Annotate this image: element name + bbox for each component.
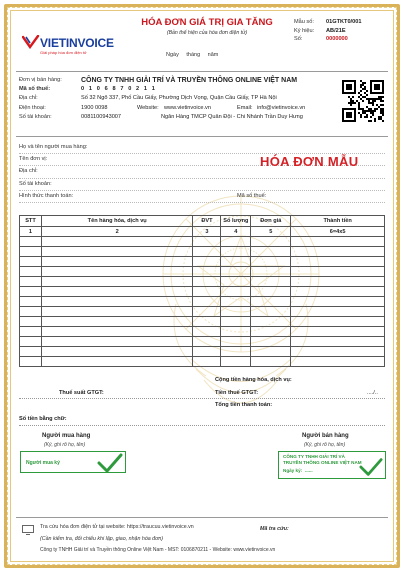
invoice-content [16, 14, 388, 558]
table-cell [251, 267, 291, 277]
buyer-account-row [19, 179, 385, 191]
table-cell [291, 347, 385, 357]
seller-bank: Ngân Hàng TMCP Quân Đội - Chi Nhánh Trần Duy Hưng [161, 113, 303, 120]
table-cell [20, 327, 42, 337]
seller-stamp-line2: TRUYỀN THÔNG ONLINE VIỆT NAM [283, 460, 362, 465]
seller-tax-row [19, 85, 339, 94]
table-cell [291, 327, 385, 337]
seller-tax-code: 0 1 0 6 8 7 0 2 1 1 [81, 86, 157, 93]
header-divider [16, 71, 388, 72]
seller-website[interactable]: www.vietinvoice.vn [164, 104, 211, 111]
table-cell [291, 337, 385, 347]
table-cell [291, 267, 385, 277]
buyer-name-row [19, 142, 385, 154]
table-row [20, 317, 385, 327]
table-cell [251, 237, 291, 247]
logo-slogan: Giải pháp hóa đơn điện tử [40, 50, 87, 55]
monitor-icon [22, 525, 34, 535]
logo-text: VIETINVOICE [40, 36, 114, 50]
table-cell [221, 307, 251, 317]
footer-company-info: Công ty TNHH Giải trí và Truyền thông Online Việt Nam - MST: 0106870211 - Website: www.vietinvoice.vn [40, 547, 276, 553]
date-month-label: tháng [186, 52, 201, 58]
vat-rate-label: Thuế suất GTGT: [59, 390, 104, 396]
col-header-unit-price: Đơn giá [251, 216, 291, 227]
buyer-stamp-text: Người mua ký [26, 460, 60, 466]
seller-address-row [19, 94, 339, 103]
table-cell [20, 257, 42, 267]
table-cell [221, 357, 251, 367]
seller-signature-title: Người bán hàng [302, 433, 349, 439]
buyer-account-label: Số tài khoản: [19, 180, 52, 187]
col-header-amount: Thành tiền [291, 216, 385, 227]
amount-words-label: Số tiền bằng chữ: [19, 416, 67, 422]
seller-divider [16, 136, 388, 137]
seller-website-label: Website: [137, 104, 159, 111]
table-cell [221, 267, 251, 277]
table-cell [221, 337, 251, 347]
table-cell [193, 287, 221, 297]
table-cell [193, 307, 221, 317]
table-cell [291, 277, 385, 287]
buyer-payment-label: Hình thức thanh toán: [19, 192, 74, 199]
lookup-code-label: Mã tra cứu: [260, 526, 289, 532]
date-day-label: Ngày [166, 52, 179, 58]
table-cell [193, 327, 221, 337]
footer-divider [16, 517, 388, 518]
table-cell [41, 297, 193, 307]
table-cell [251, 297, 291, 307]
buyer-address-label: Địa chỉ: [19, 168, 38, 175]
col-header-item-name: Tên hàng hóa, dịch vụ [41, 216, 193, 227]
table-row [20, 347, 385, 357]
table-cell [221, 317, 251, 327]
table-cell [193, 297, 221, 307]
number-label: Số: [294, 36, 303, 43]
table-cell [41, 327, 193, 337]
table-cell [221, 257, 251, 267]
check-mark-icon [359, 457, 383, 477]
invoice-date [166, 52, 224, 58]
table-cell [221, 237, 251, 247]
buyer-signature-stamp [20, 451, 126, 473]
seller-phone-label: Điện thoại: [19, 104, 46, 111]
check-mark-icon [97, 453, 123, 473]
index-cell: 4 [221, 227, 251, 237]
index-cell: 6=4x5 [291, 227, 385, 237]
vat-amount-label: Tiền thuế GTGT: [215, 390, 259, 396]
seller-unit-label: Đơn vị bán hàng: [19, 77, 62, 83]
table-cell [251, 307, 291, 317]
vat-fraction: ..../.. [367, 390, 378, 396]
symbol-label: Ký hiệu: [294, 27, 315, 34]
number-value: 0000000 [326, 36, 348, 43]
table-index-row [20, 227, 385, 237]
invoice-number-row [294, 35, 361, 44]
table-cell [193, 237, 221, 247]
amount-in-words [19, 416, 385, 426]
seller-address-label: Địa chỉ: [19, 95, 38, 102]
seller-account-number: 0081100943007 [81, 113, 122, 120]
table-cell [20, 297, 42, 307]
table-cell [193, 267, 221, 277]
table-cell [20, 307, 42, 317]
buyer-name-label: Họ và tên người mua hàng: [19, 144, 88, 150]
table-cell [193, 347, 221, 357]
table-cell [251, 357, 291, 367]
table-cell [221, 247, 251, 257]
index-cell: 2 [41, 227, 193, 237]
index-cell: 5 [251, 227, 291, 237]
table-cell [193, 337, 221, 347]
seller-phone: 1900 0098 [81, 104, 108, 111]
table-cell [251, 327, 291, 337]
items-table [19, 215, 385, 367]
col-header-quantity: Số lượng [221, 216, 251, 227]
table-cell [41, 277, 193, 287]
lookup-text: Tra cứu hóa đơn điện tử tại website: https://traucuu.vietinvoice.vn [40, 524, 194, 530]
table-row [20, 267, 385, 277]
table-cell [41, 347, 193, 357]
vietinvoice-logo [22, 34, 112, 60]
table-cell [193, 257, 221, 267]
table-cell [251, 347, 291, 357]
table-cell [41, 307, 193, 317]
table-cell [20, 277, 42, 287]
table-cell [221, 287, 251, 297]
lookup-note: (Cần kiểm tra, đối chiếu khi lập, giao, nhận hóa đơn) [40, 536, 164, 542]
sample-invoice-label: HÓA ĐƠN MẪU [260, 154, 359, 169]
table-cell [291, 307, 385, 317]
table-row [20, 307, 385, 317]
form-label: Mẫu số: [294, 19, 314, 25]
table-cell [41, 357, 193, 367]
table-cell [20, 347, 42, 357]
form-number-row [294, 18, 361, 27]
table-cell [193, 317, 221, 327]
table-row [20, 337, 385, 347]
seller-signature-note: (Ký, ghi rõ họ, tên) [304, 442, 346, 448]
table-cell [291, 297, 385, 307]
index-cell: 3 [193, 227, 221, 237]
table-row [20, 237, 385, 247]
table-cell [193, 277, 221, 287]
buyer-signature-note: (Ký, ghi rõ họ, tên) [44, 442, 86, 448]
table-cell [251, 317, 291, 327]
invoice-meta [294, 18, 361, 44]
table-cell [221, 297, 251, 307]
table-cell [41, 267, 193, 277]
table-cell [41, 237, 193, 247]
table-cell [193, 357, 221, 367]
table-cell [251, 337, 291, 347]
seller-tax-label: Mã số thuế: [19, 86, 51, 93]
seller-company-name: CÔNG TY TNHH GIẢI TRÍ VÀ TRUYỀN THÔNG ONLINE VIỆT NAM [81, 77, 298, 84]
qr-code-icon [342, 80, 384, 122]
seller-account-label: Số tài khoản: [19, 113, 52, 120]
date-year-label: năm [207, 52, 219, 58]
seller-email-label: Email: [237, 104, 253, 111]
vat-divider [19, 398, 385, 399]
table-cell [20, 287, 42, 297]
symbol-row [294, 27, 361, 36]
seller-email[interactable]: info@vietinvoice.vn [257, 104, 306, 111]
seller-stamp-date-dots: ...... [305, 468, 313, 473]
table-cell [41, 287, 193, 297]
table-cell [291, 287, 385, 297]
table-cell [291, 247, 385, 257]
seller-signature-stamp [278, 451, 386, 479]
table-cell [41, 247, 193, 257]
symbol-value: AB/21E [326, 27, 346, 34]
subtotal-label: Cộng tiền hàng hóa, dịch vụ: [215, 377, 292, 383]
table-cell [221, 327, 251, 337]
table-row [20, 277, 385, 287]
seller-info [19, 76, 339, 122]
table-cell [291, 357, 385, 367]
buyer-unit-label: Tên đơn vị: [19, 156, 48, 163]
buyer-payment-row [19, 191, 385, 203]
buyer-signature-title: Người mua hàng [42, 433, 91, 439]
table-cell [20, 337, 42, 347]
buyer-tax-label: Mã số thuế: [237, 192, 267, 199]
table-cell [251, 247, 291, 257]
table-cell [251, 277, 291, 287]
seller-stamp-date-label: Ngày ký: [283, 468, 303, 473]
table-cell [20, 317, 42, 327]
table-row [20, 257, 385, 267]
table-cell [291, 237, 385, 247]
table-row [20, 327, 385, 337]
col-header-stt: STT [20, 216, 42, 227]
invoice-title: HÓA ĐƠN GIÁ TRỊ GIA TĂNG [141, 17, 273, 28]
table-row [20, 357, 385, 367]
table-cell [291, 257, 385, 267]
table-row [20, 247, 385, 257]
table-cell [20, 357, 42, 367]
form-value: 01GTKT0/001 [326, 19, 362, 25]
table-cell [41, 257, 193, 267]
table-cell [20, 247, 42, 257]
table-cell [20, 267, 42, 277]
table-cell [221, 277, 251, 287]
table-cell [251, 287, 291, 297]
table-cell [41, 337, 193, 347]
table-row [20, 297, 385, 307]
seller-unit-row [19, 76, 339, 85]
table-cell [193, 247, 221, 257]
table-cell [221, 347, 251, 357]
table-cell [41, 317, 193, 327]
buyer-info [19, 142, 385, 203]
table-cell [291, 317, 385, 327]
seller-address: Số 32 Ngõ 337, Phố Cầu Giấy, Phường Dịch Vọng, Quận Cầu Giấy, TP Hà Nội [81, 95, 277, 102]
logo-mark-icon [22, 35, 40, 49]
table-cell [20, 237, 42, 247]
col-header-unit: ĐVT [193, 216, 221, 227]
seller-contact-row [19, 104, 339, 113]
total-label: Tổng tiền thanh toán: [215, 402, 273, 408]
seller-stamp-line1: CÔNG TY TNHH GIẢI TRÍ VÀ [283, 454, 345, 459]
seller-account-row [19, 113, 339, 122]
table-header-row [20, 216, 385, 227]
table-row [20, 287, 385, 297]
table-cell [251, 257, 291, 267]
index-cell: 1 [20, 227, 42, 237]
invoice-subtitle: (Bản thể hiện của hóa đơn điện tử) [166, 30, 248, 36]
